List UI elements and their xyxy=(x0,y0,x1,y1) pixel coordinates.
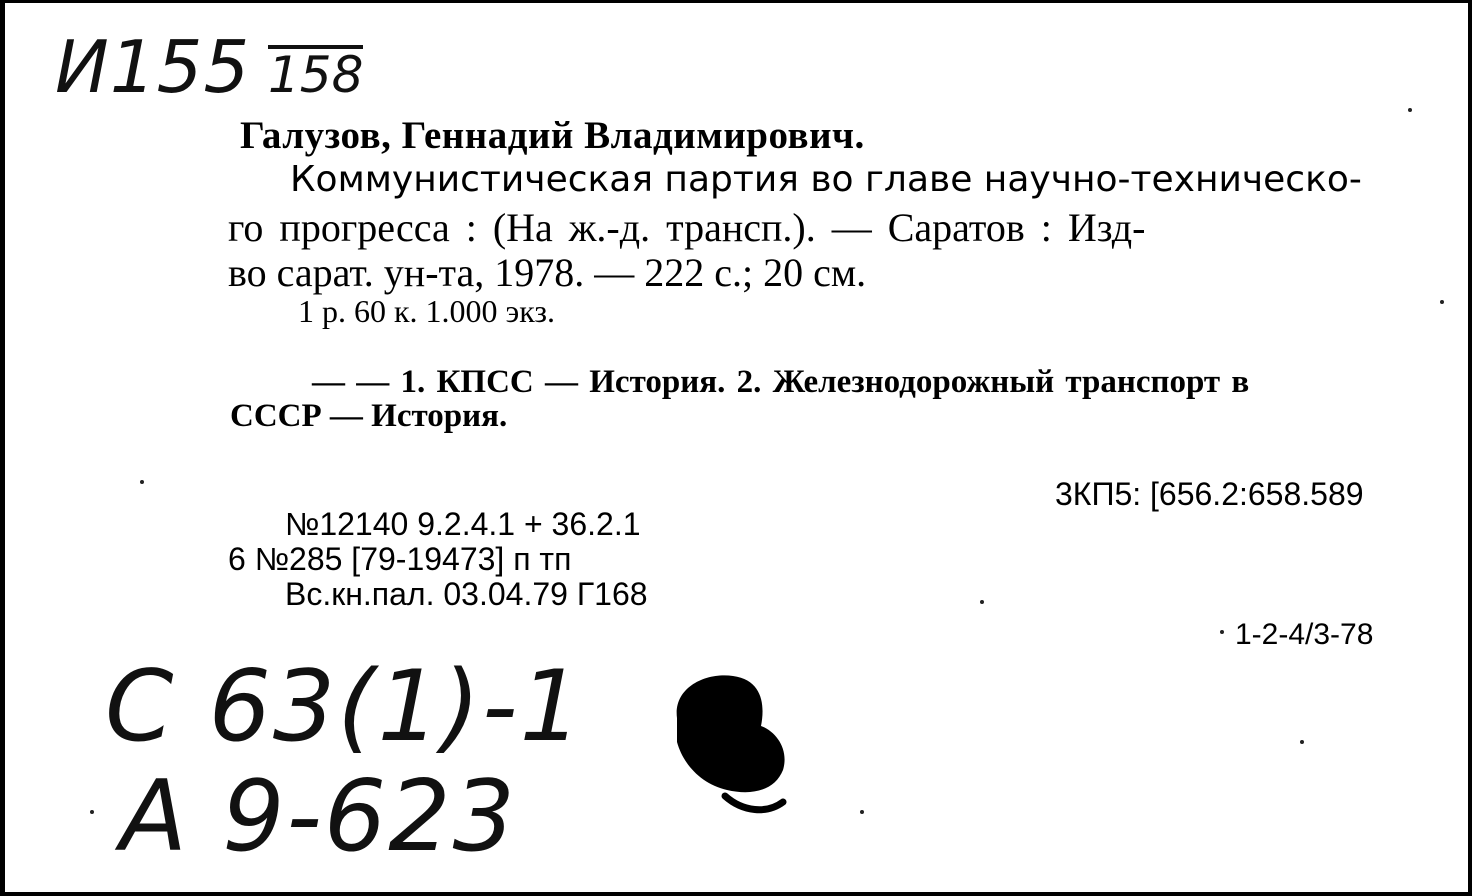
title-line-2: го прогресса : (На ж.-д. трансп.). — Саратов : Изд- xyxy=(228,205,1146,250)
speck xyxy=(1408,108,1412,112)
order-number: №12140 9.2.4.1 + 36.2.1 xyxy=(285,506,641,542)
card-border-left xyxy=(0,0,5,896)
subject-headings-line-2: СССР — История. xyxy=(230,398,508,434)
handwritten-call-number-line-1: C 63(1)-1 xyxy=(105,650,584,764)
speck xyxy=(980,600,984,604)
classification-index: 3КП5: [656.2:658.589 xyxy=(1055,476,1364,512)
card-border-bottom xyxy=(0,892,1472,896)
title-line-3: во сарат. ун-та, 1978. — 222 с.; 20 см. xyxy=(228,250,867,295)
title-line-1: Коммунистическая партия во главе научно-техническо- xyxy=(290,159,1362,200)
speck xyxy=(90,810,94,814)
speck xyxy=(860,810,864,814)
handwritten-call-number-line-2: A 9-623 xyxy=(120,760,517,874)
speck xyxy=(1440,300,1444,304)
price-and-copies: 1 р. 60 к. 1.000 экз. xyxy=(298,293,556,329)
card-border-right xyxy=(1468,0,1472,896)
book-chamber-reference: Вс.кн.пал. 03.04.79 Г168 xyxy=(285,576,648,612)
card-number: 6 №285 [79-19473] п тп xyxy=(228,541,572,577)
author-heading: Галузов, Геннадий Владимирович. xyxy=(240,114,865,157)
handwritten-shelf-submark: 158 xyxy=(268,46,364,104)
card-border-top xyxy=(0,0,1472,3)
subject-headings-line-1: — — 1. КПСС — История. 2. Железнодорожный транспорт в xyxy=(312,364,1250,400)
speck xyxy=(1300,740,1304,744)
speck xyxy=(1220,630,1224,634)
punch-hole-mark xyxy=(665,668,795,818)
speck xyxy=(140,480,144,484)
handwritten-shelf-mark: И155 xyxy=(55,25,251,109)
catalog-code: 1-2-4/3-78 xyxy=(1235,618,1374,651)
